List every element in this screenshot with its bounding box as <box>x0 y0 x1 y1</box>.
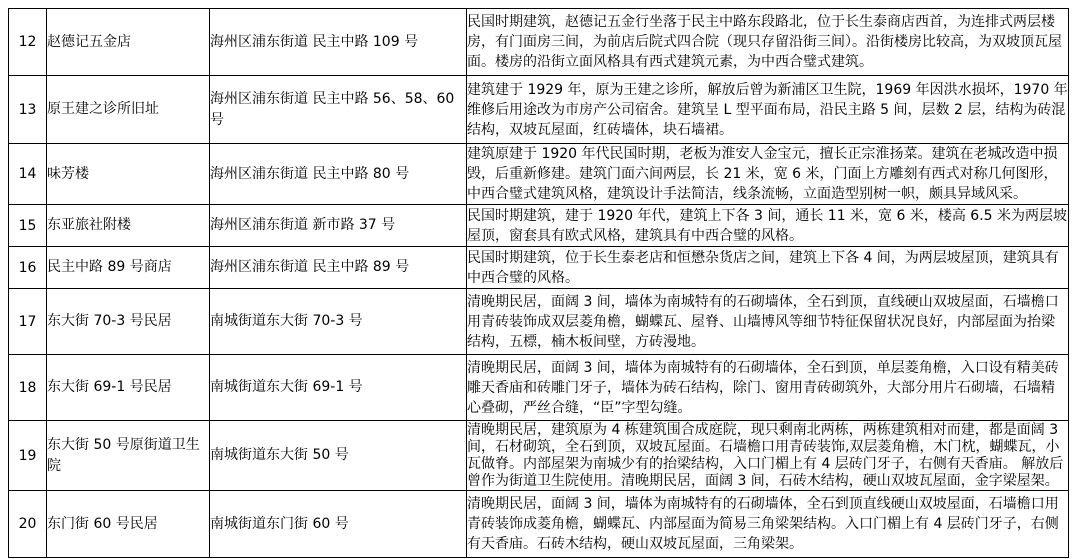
table-row <box>9 491 1069 558</box>
table-row <box>9 144 1069 205</box>
building-name: 东大街 70-3 号民居 <box>47 289 210 355</box>
row-number: 13 <box>9 76 47 144</box>
row-number: 18 <box>9 355 47 421</box>
building-address: 海州区浦东街道 民主中路 89 号 <box>210 247 467 289</box>
table-row <box>9 76 1069 144</box>
row-number: 12 <box>9 9 47 76</box>
building-description: 清晚期民居，面阔 3 间，墙体为南城特有的石砌墙体，全石到顶，单层菱角檐，入口设有精美砖雕天香庙和砖雕门牙子，墙体为砖石结构，除门、窗用青砖砌筑外，大部分用片石砌墙，石墙精心叠砌，严丝合缝，“臣”字型勾缝。 <box>467 355 1069 421</box>
row-number: 19 <box>9 421 47 491</box>
building-name: 东大街 50 号原街道卫生院 <box>47 421 210 491</box>
table-row <box>9 205 1069 247</box>
row-number: 16 <box>9 247 47 289</box>
building-name: 东门街 60 号民居 <box>47 491 210 558</box>
table-row <box>9 247 1069 289</box>
building-name: 东亚旅社附楼 <box>47 205 210 247</box>
building-name: 东大街 69-1 号民居 <box>47 355 210 421</box>
building-name: 味芳楼 <box>47 144 210 205</box>
table-row <box>9 355 1069 421</box>
table-row <box>9 421 1069 491</box>
building-address: 海州区浦东街道 新市路 37 号 <box>210 205 467 247</box>
building-name: 民主中路 89 号商店 <box>47 247 210 289</box>
heritage-buildings-table <box>8 8 1069 558</box>
row-number: 17 <box>9 289 47 355</box>
building-description: 民国时期建筑，建于 1920 年代，建筑上下各 3 间，通长 11 米，宽 6 米，楼高 6.5 米为两层坡屋顶，窗套具有欧式风格，建筑具有中西合璧的风格。 <box>467 205 1069 247</box>
table-row <box>9 289 1069 355</box>
building-description: 建筑原建于 1920 年代民国时期，老板为淮安人金宝元，擅长正宗淮扬菜。建筑在老城改造中损毁，后重新修建。建筑门面六间两层，长 21 米，宽 6 米，门面上方雕刻有西式对称几何图形，中西合璧式建筑风格，建筑设计手法简洁，线条流畅，立面造型别树一帜，颇具异域风采。 <box>467 144 1069 205</box>
building-description: 民国时期建筑，位于长生泰老店和恒懋杂货店之间，建筑上下各 4 间，为两层坡屋顶，建筑具有中西合璧的风格。 <box>467 247 1069 289</box>
building-address: 海州区浦东街道 民主中路 80 号 <box>210 144 467 205</box>
building-name: 赵德记五金店 <box>47 9 210 76</box>
building-description: 清晚期民居，面阔 3 间，墙体为南城特有的石砌墙体，全石到顶直线硬山双坡屋面，石墙檐口用青砖装饰成菱角檐，蝴蝶瓦、内部屋面为简易三角梁架结构。入口门楣上有 4 层砖门牙子，右侧有天香庙。石砖木结构，硬山双坡瓦屋面，三角梁架。 <box>467 491 1069 558</box>
building-description: 建筑建于 1929 年，原为王建之诊所，解放后曾为新浦区卫生院，1969 年因洪水损坏，1970 年维修后用途改为市房产公司宿舍。建筑呈 L 型平面布局，沿民主路 5 间，层数 2 层，结构为砖混结构，双坡瓦屋面，红砖墙体，块石墙裙。 <box>467 76 1069 144</box>
building-address: 南城街道东大街 50 号 <box>210 421 467 491</box>
building-description: 清晚期民居，建筑原为 4 栋建筑围合成庭院，现只剩南北两栋，两栋建筑相对而建，都是面阔 3 间，石材砌筑，全石到顶，双坡瓦屋面。石墙檐口用青砖装饰,双层菱角檐，木门枕，蝴蝶瓦，小瓦做脊。内部屋架为南城少有的抬梁结构，入口门楣上有 4 层砖门牙子，右侧有天香庙。 解放后曾作为街道卫生院使用。清晚期民居，面阔 3 间，石砖木结构，硬山双坡瓦屋面，金字梁屋架。 <box>467 421 1069 491</box>
row-number: 20 <box>9 491 47 558</box>
row-number: 15 <box>9 205 47 247</box>
building-description: 民国时期建筑，赵德记五金行坐落于民主中路东段路北，位于长生泰商店西首，为连排式两层楼房，有门面房三间，为前店后院式四合院（现只存留沿街三间）。沿街楼房比较高，为双坡顶瓦屋面。楼房的沿街立面风格具有西式建筑元素，为中西合璧式建筑。 <box>467 9 1069 76</box>
row-number: 14 <box>9 144 47 205</box>
building-address: 海州区浦东街道 民主中路 56、58、60 号 <box>210 76 467 144</box>
building-name: 原王建之诊所旧址 <box>47 76 210 144</box>
building-address: 南城街道东大街 69-1 号 <box>210 355 467 421</box>
building-address: 南城街道东门街 60 号 <box>210 491 467 558</box>
table-row <box>9 9 1069 76</box>
building-address: 海州区浦东街道 民主中路 109 号 <box>210 9 467 76</box>
building-description: 清晚期民居，面阔 3 间，墙体为南城特有的石砌墙体，全石到顶，直线硬山双坡屋面，石墙檐口用青砖装饰成双层菱角檐，蝴蝶瓦、屋脊、山墙博风等细节特征保留状况良好，内部屋面为抬梁结构，五標，楠木板间壁，方砖漫地。 <box>467 289 1069 355</box>
building-address: 南城街道东大街 70-3 号 <box>210 289 467 355</box>
